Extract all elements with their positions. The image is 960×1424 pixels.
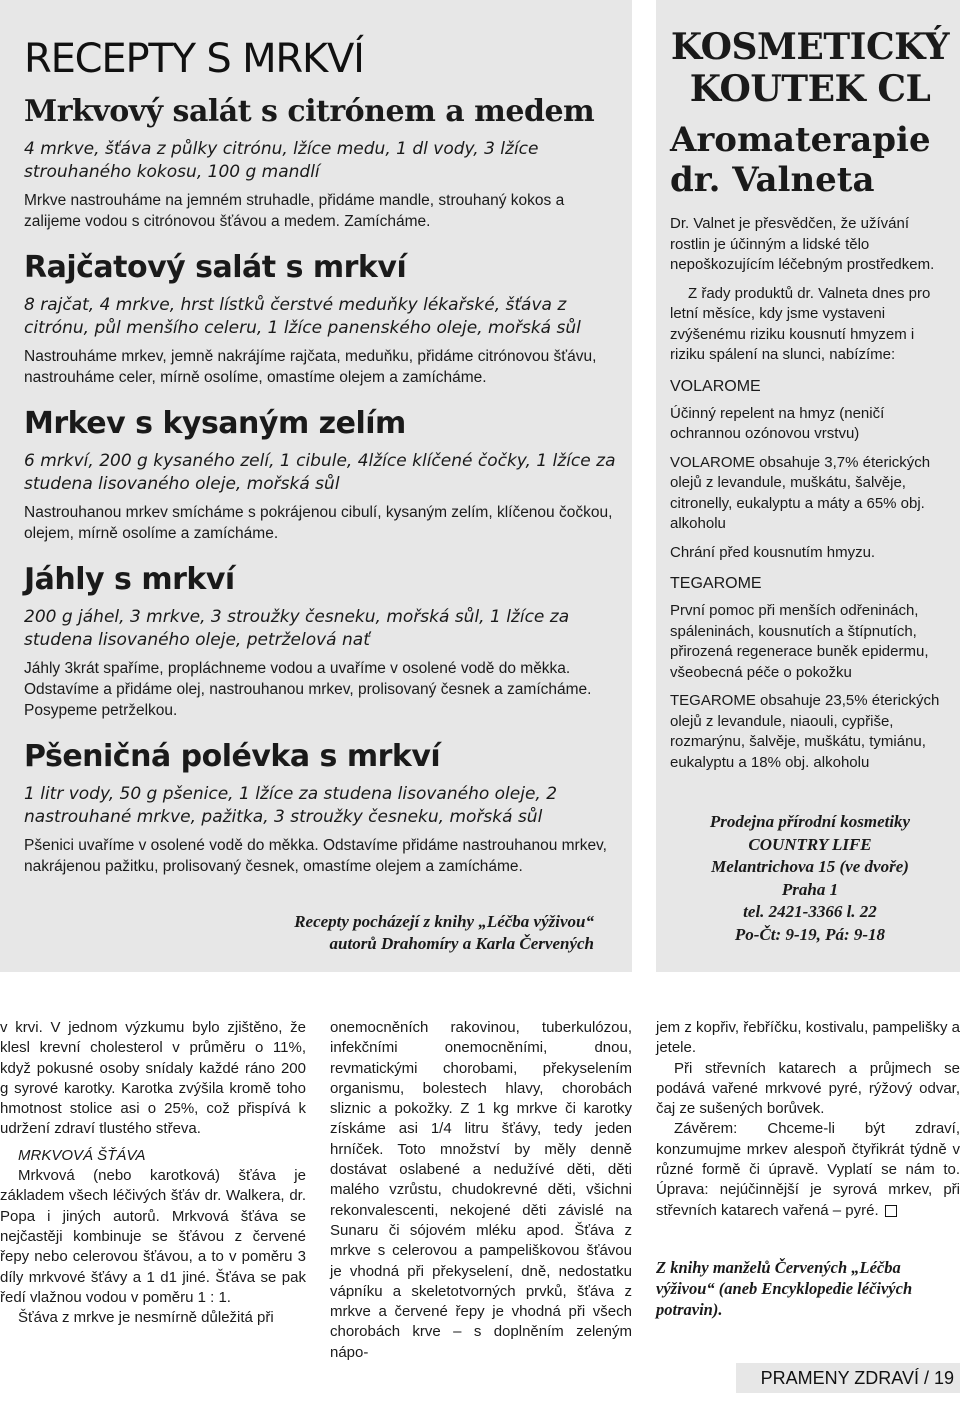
juice-heading: MRKVOVÁ ŠŤÁVA — [18, 1146, 146, 1164]
recipes-source — [24, 911, 594, 955]
recipe-instructions: Nastrouhanou mrkev smícháme s pokrájenou cibulí, kysaným zelím, klíčenou čočkou, olejem, mírně osolíme a zamícháme. — [24, 504, 613, 542]
shop-line: Po-Čt: 9-19, Pá: 9-18 — [734, 924, 886, 944]
article-paragraph: Šťáva z mrkve je nesmírně důležitá při — [18, 1309, 274, 1327]
cosmetics-panel — [656, 0, 960, 972]
recipe-2 — [24, 248, 616, 388]
recipe-3 — [24, 404, 616, 544]
recipes-title: RECEPTY S MRKVÍ — [24, 36, 364, 82]
article-paragraph: v krvi. V jednom výzkumu bylo zjištěno, že klesl krevní cholesterol v průměru o 11%, když pokusné osoby snídaly každé ráno 200 g syrové karotky. Karotka zvýšila kromě toho hmotnost stolice asi o 25%, což přispívá k udržení zdraví tlustého střeva. — [0, 1019, 306, 1138]
product-composition: VOLAROME obsahuje 3,7% éterických olejů z levandule, muškátu, šalvěje, citronelly, eukalyptu a máty a 65% obj. alkoholu — [670, 453, 931, 532]
shop-line: Melantrichova 15 (ve dvoře) — [711, 857, 909, 876]
recipe-4 — [24, 560, 616, 721]
conclusion-text: Závěrem: Chceme-li být zdraví, konzumujme mrkev alespoň čtyřikrát týdně v různé formě či úpravě. Vyplatí se nám to. Úprava: nejúčinnější je syrová mrkev, při střevních katarech vařená – pyré. — [656, 1120, 960, 1219]
offer-paragraph: Z řady produktů dr. Valneta dnes pro letní měsíce, kdy jsme vystaveni zvýšenému riziku kousnutí hmyzem i riziku spálení na slunci, nabízíme: — [670, 284, 931, 363]
article-paragraph — [656, 1119, 960, 1220]
recipe-ingredients: 8 rajčat, 4 mrkve, hrst lístků čerstvé meduňky lékařské, šťáva z citrónu, půl menšího celeru, 1 lžíce panenského oleje, mořská sůl — [24, 295, 581, 338]
article-paragraph: onemocněních rakovinou, tuberkulózou, infekčními onemocněními, dnou, revmatickými chorobami, překyselením organismu, bolestech hlavy, chorobách sliznic a pokožky. Z 1 kg mrkve či karotky získáme asi 1/4 litru šťávy, tedy jeden hrníček. Toto množství by měly denně dostávat oslabené a nedužívé děti, děti malého vzrůstu, chudokrevné děti, všichni rekonvalescenti, nekojené děti závislé na Sunaru či sójovém mléku apod. Šťáva z mrkve s celerovou a pampeliškovou šťávou je vhodná při překyselení, dně, nedostatku vápníku a skeletotvorných prvků, šťáva z mrkve a červené řepy je vhodná při všech chorobách krve – s doplněním zeleným nápo- — [330, 1019, 632, 1361]
recipe-title: Mrkev s kysaným zelím — [24, 406, 406, 441]
recipe-title: Rajčatový salát s mrkví — [24, 250, 407, 285]
recipe-instructions: Mrkve nastrouháme na jemném struhadle, přidáme mandle, strouhaný kokos a zalijeme vodou s citrónovou šťávou a medem. Zamícháme. — [24, 192, 565, 230]
recipe-instructions: Nastrouháme mrkev, jemně nakrájíme rajčata, meduňku, přidáme citrónovou šťávu, nastrouháme celer, mírně osolíme, omastíme olejem a zamícháme. — [24, 348, 597, 386]
recipe-ingredients: 4 mrkve, šťáva z půlky citrónu, lžíce medu, 1 dl vody, 3 lžíce strouhaného kokosu, 100 g mandlí — [24, 139, 539, 182]
shop-line: Praha 1 — [781, 879, 839, 899]
article-paragraph: Při střevních katarech a průjmech se podává vařené mrkvové pyré, rýžový odvar, čaj ze sušených borůvek. — [656, 1059, 960, 1118]
recipe-instructions: Pšenici uvaříme v osolené vodě do měkka. Odstavíme přidáme nastrouhanou mrkev, nakrájenou pažitku, prolisovaný česnek, omastíme olejem a zamícháme. — [24, 837, 607, 875]
product-composition: TEGAROME obsahuje 23,5% éterických olejů z levandule, niaouli, cypřiše, rozmarýnu, šalvěje, muškátu, tymiánu, eukalyptu a 18% obj. alkoholu — [670, 692, 940, 771]
source-line-1: Recepty pocházejí z knihy „Léčba výživou“ — [294, 912, 594, 931]
shop-line: tel. 2421-3366 l. 22 — [743, 902, 877, 921]
recipe-ingredients: 200 g jáhel, 3 mrkve, 3 stroužky česneku, mořská sůl, 1 lžíce za studena lisovaného oleje, petrželová nať — [24, 607, 570, 650]
recipe-instructions: Jáhly 3krát spaříme, propláchneme vodou a uvaříme v osolené vodě do měkka. Odstavíme a přidáme olej, nastrouhanou mrkev, prolisovaný česnek a zamícháme. Posypeme petrželkou. — [24, 660, 592, 719]
recipe-title: Jáhly s mrkví — [24, 562, 235, 597]
article-paragraph: jem z kopřiv, řebříčku, kostivalu, pampelišky a jetele. — [656, 1019, 960, 1057]
article-column-2 — [330, 1018, 632, 1363]
recipe-title: Pšeničná polévka s mrkví — [24, 739, 441, 774]
source-line-2: autorů Drahomíry a Karla Červených — [329, 934, 594, 953]
product-description: Účinný repelent na hmyz (neničí ochrannou ozónovou vrstvu) — [670, 404, 885, 442]
product-name-volarome: VOLAROME — [670, 377, 761, 395]
page-footer — [736, 1363, 960, 1393]
article-column-1 — [0, 1018, 306, 1328]
product-name-tegarome: TEGAROME — [670, 575, 762, 592]
recipe-title: Mrkvový salát s citrónem a medem — [24, 94, 595, 129]
product-use: Chrání před kousnutím hmyzu. — [670, 543, 876, 561]
shop-info — [670, 811, 950, 946]
recipe-ingredients: 6 mrkví, 200 g kysaného zelí, 1 cibule, 4lžíce klíčené čočky, 1 lžíce za studena lisovaného oleje, mořská sůl — [24, 451, 616, 494]
page-number: PRAMENY ZDRAVÍ / 19 — [760, 1368, 954, 1388]
aromatherapy-title: Aromaterapie dr. Valneta — [670, 120, 931, 200]
article-paragraph: Mrkvová (nebo karotková) šťáva je základem všech léčivých šťáv dr. Walkera, dr. Popa i jiných autorů. Mrkvová šťáva se nejčastěji kombinuje se šťávou z červené řepy nebo celerovou šťávou, a to v poměru 3 díly mrkvové šťávy a 1 d1 jiné. Šťáva se pak ředí vlažnou vodou v poměru 1 : 1. — [0, 1167, 306, 1306]
recipes-panel — [0, 0, 632, 972]
intro-paragraph: Dr. Valnet je přesvědčen, že užívání rostlin je účinným a lidské tělo nepoškozujícím léčebným prostředkem. — [670, 215, 935, 273]
article-column-3 — [656, 1018, 960, 1320]
shop-line: COUNTRY LIFE — [748, 834, 872, 854]
product-description: První pomoc při menších odřeninách, spáleninách, kousnutích a štípnutích, přirozená regenerace buněk epidermu, všeobecná péče o pokožku — [670, 602, 929, 681]
recipe-1 — [24, 92, 616, 232]
end-mark-icon — [885, 1205, 897, 1217]
cosmetics-title: KOSMETICKÝ KOUTEK CL — [670, 26, 950, 110]
shop-line: Prodejna přírodní kosmetiky — [709, 812, 911, 831]
book-reference: Z knihy manželů Červených „Léčba výživou“ (aneb Encyklopedie léčivých potravin). — [656, 1257, 913, 1319]
recipe-5 — [24, 737, 616, 877]
recipe-ingredients: 1 litr vody, 50 g pšenice, 1 lžíce za studena lisovaného oleje, 2 nastrouhané mrkve, pažitka, 3 stroužky česneku, mořská sůl — [24, 784, 558, 827]
